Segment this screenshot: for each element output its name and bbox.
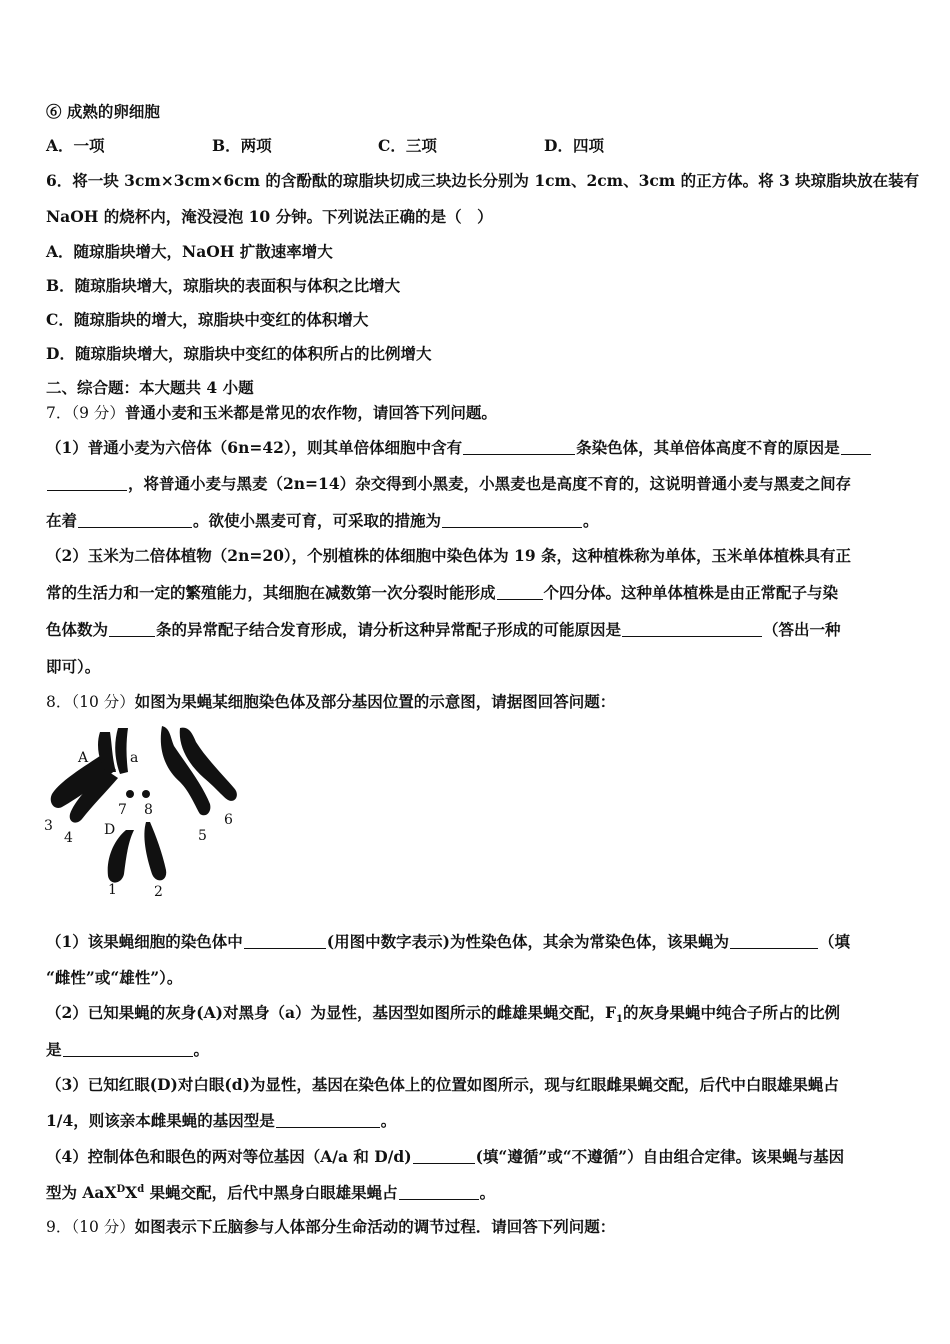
q8-p2-text-d: 。 xyxy=(193,1040,210,1059)
q9-number: 9． xyxy=(46,1218,72,1236)
q7-header xyxy=(46,402,497,424)
q9-stem: 如图表示下丘脑参与人体部分生命活动的调节过程．请回答下列问题： xyxy=(134,1217,616,1236)
q6-option-d: D．随琼脂块增大，琼脂块中变红的体积所占的比例增大 xyxy=(46,344,432,363)
chromosome-a-upper-2 xyxy=(115,728,128,774)
q6-option-c: C．随琼脂块的增大，琼脂块中变红的体积增大 xyxy=(46,310,369,329)
chromosome-8 xyxy=(142,790,150,798)
q8-part1-line1 xyxy=(46,931,850,953)
q7-part1-line1 xyxy=(46,437,872,459)
label-1: 1 xyxy=(108,882,117,898)
q8-part3-line1: （3）已知红眼(D)对白眼(d)为显性，基因在染色体上的位置如图所示，现与红眼雌果蝇交配，后代中白眼雄果蝇占 xyxy=(46,1075,839,1094)
q7-part2-line1: （2）玉米为二倍体植物（2n=20），个别植株的体细胞中染色体为 19 条，这种植株称为单体，玉米单体植株具有正 xyxy=(46,546,852,565)
q9-header xyxy=(46,1216,615,1238)
q7-p2-text-e: （答出一种 xyxy=(763,620,841,639)
blank[interactable] xyxy=(497,583,543,600)
q8-p1-text-b: (用图中数字表示)为性染色体，其余为常染色体，该果蝇为 xyxy=(326,932,729,951)
blank[interactable] xyxy=(442,511,582,528)
q8-p4-text-f: 。 xyxy=(479,1183,496,1202)
q6-stem-line1: 6．将一块 3cm×3cm×6cm 的含酚酞的琼脂块切成三块边长分别为 1cm、2cm、3cm 的正方体。将 3 块琼脂块放在装有 xyxy=(46,171,920,190)
label-a: a xyxy=(130,750,139,766)
q8-p2-text-c: 是 xyxy=(46,1040,62,1059)
label-7: 7 xyxy=(118,802,127,818)
q8-p4-text-e: 果蝇交配，后代中黑身白眼雄果蝇占 xyxy=(144,1183,398,1202)
blank[interactable] xyxy=(463,438,575,455)
q6-stem-line2: NaOH 的烧杯内，淹没浸泡 10 分钟。下列说法正确的是（ ） xyxy=(46,207,493,226)
q9-score: （10 分） xyxy=(71,1218,135,1236)
q7-p2-text-c: 色体数为 xyxy=(46,620,109,639)
blank[interactable] xyxy=(276,1111,380,1128)
q7-p1-text-a: （1）普通小麦为六倍体（6n=42），则其单倍体细胞中含有 xyxy=(46,438,463,457)
q6-option-a: A．随琼脂块增大，NaOH 扩散速率增大 xyxy=(46,242,333,261)
blank[interactable] xyxy=(63,1040,193,1057)
xd-superscript-d: d xyxy=(137,1183,145,1195)
chromosome-figure xyxy=(40,718,240,903)
blank[interactable] xyxy=(244,932,326,949)
blank[interactable] xyxy=(399,1183,479,1200)
q7-p1-text-b: 条染色体，其单倍体高度不育的原因是 xyxy=(576,438,840,457)
label-6: 6 xyxy=(224,812,233,828)
chromosome-7 xyxy=(126,790,134,798)
q7-p2-text-d: 条的异常配子结合发育形成，请分析这种异常配子形成的可能原因是 xyxy=(156,620,622,639)
option-d: D．四项 xyxy=(544,136,604,155)
blank[interactable] xyxy=(841,438,871,455)
label-2: 2 xyxy=(154,884,163,900)
f1-subscript: 1 xyxy=(616,1014,623,1026)
q8-part1-line2: “雌性”或“雄性”）。 xyxy=(46,968,183,987)
q8-p4-text-a: （4）控制体色和眼色的两对等位基因（A/a 和 D/d) xyxy=(46,1147,412,1166)
q8-part2-line1 xyxy=(46,1002,840,1024)
q7-p1-text-f: 。 xyxy=(583,511,599,530)
blank[interactable] xyxy=(109,620,155,637)
q7-p1-text-c: ，将普通小麦与黑麦（2n=14）杂交得到小黑麦，小黑麦也是高度不育的，这说明普通小麦与黑麦之间存 xyxy=(128,474,852,493)
q7-p1-text-e: 。欲使小黑麦可育，可采取的措施为 xyxy=(193,511,442,530)
label-5: 5 xyxy=(198,828,207,844)
q8-p2-text-a: （2）已知果蝇的灰身(A)对黑身（a）为显性，基因型如图所示的雌雄果蝇交配，F xyxy=(46,1003,617,1022)
q8-header xyxy=(46,691,615,713)
q8-stem: 如图为果蝇某细胞染色体及部分基因位置的示意图，请据图回答问题： xyxy=(134,692,616,711)
item-prev: ⑥ 成熟的卵细胞 xyxy=(46,102,160,121)
blank[interactable] xyxy=(413,1147,475,1164)
q8-p4-text-c: 型为 AaX xyxy=(46,1183,117,1202)
section-heading: 二、综合题：本大题共 4 小题 xyxy=(46,378,254,397)
q7-part1-line3 xyxy=(46,510,599,532)
q8-part4-line1 xyxy=(46,1146,844,1168)
q7-p1-text-d: 在着 xyxy=(46,511,78,530)
q8-p3-text-b: 。 xyxy=(380,1111,397,1130)
xd-superscript-D: D xyxy=(116,1183,126,1195)
option-c: C．三项 xyxy=(378,136,437,155)
q8-score: （10 分） xyxy=(71,693,135,711)
q7-part2-line4: 即可）。 xyxy=(46,657,101,676)
q8-p1-text-c: （填 xyxy=(818,932,850,951)
label-A: A xyxy=(78,750,89,766)
label-3: 3 xyxy=(44,818,53,834)
q7-score: （9 分） xyxy=(71,404,125,422)
q8-p2-text-b: 的灰身果蝇中纯合子所占的比例 xyxy=(623,1003,841,1022)
blank[interactable] xyxy=(622,620,762,637)
q7-p2-text-b: 个四分体。这种单体植株是由正常配子与染 xyxy=(543,583,839,602)
q8-number: 8． xyxy=(46,693,72,711)
blank[interactable] xyxy=(730,932,818,949)
q8-p4-text-b: (填“遵循”或“不遵循”）自由组合定律。该果蝇与基因 xyxy=(475,1147,845,1166)
label-8: 8 xyxy=(144,802,153,818)
q8-p1-text-a: （1）该果蝇细胞的染色体中 xyxy=(46,932,243,951)
blank[interactable] xyxy=(78,511,192,528)
chromosome-2 xyxy=(144,822,166,880)
q7-stem: 普通小麦和玉米都是常见的农作物，请回答下列问题。 xyxy=(124,403,497,422)
q7-p2-text-a: 常的生活力和一定的繁殖能力，其细胞在减数第一次分裂时能形成 xyxy=(46,583,496,602)
blank[interactable] xyxy=(47,474,127,491)
q7-part2-line3 xyxy=(46,619,841,641)
q8-p3-text-a: 1/4，则该亲本雌果蝇的基因型是 xyxy=(46,1111,275,1130)
option-b: B．两项 xyxy=(212,136,272,155)
q8-part4-line2 xyxy=(46,1182,495,1204)
q6-option-b: B．随琼脂块增大，琼脂块的表面积与体积之比增大 xyxy=(46,276,401,295)
q7-part2-line2 xyxy=(46,582,838,604)
label-4: 4 xyxy=(64,830,73,846)
option-a: A．一项 xyxy=(46,136,105,155)
q7-number: 7． xyxy=(46,404,72,422)
label-D: D xyxy=(104,822,116,838)
q8-part3-line2 xyxy=(46,1110,396,1132)
q7-part1-line2 xyxy=(46,473,851,495)
q8-part2-line2 xyxy=(46,1039,209,1061)
q8-p4-text-d: X xyxy=(125,1183,138,1202)
q5-options xyxy=(46,135,746,157)
